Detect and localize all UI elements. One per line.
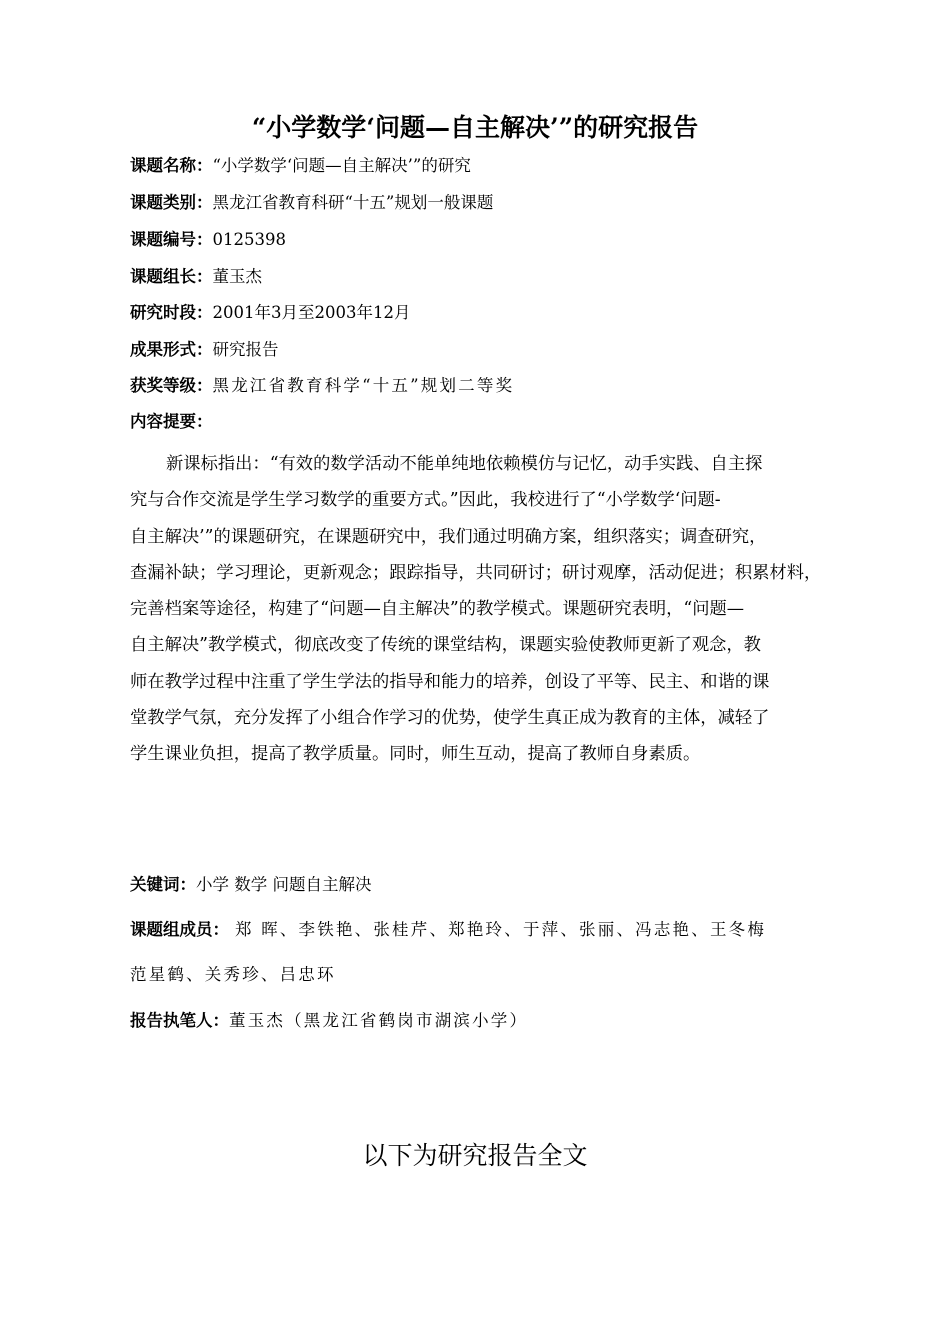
field-value: 0125398 [212,230,286,249]
report-title: “小学数学‘问题—自主解决’”的研究报告 [251,113,699,142]
field-award-level [130,374,514,398]
fulltext-heading: 以下为研究报告全文 [362,1141,588,1170]
keywords [130,873,372,897]
abstract-line: 新课标指出：“有效的数学活动不能单纯地依赖模仿与记忆，动手实践、自主探 [166,454,763,474]
field-label: 课题编号： [130,230,213,249]
field-value: 黑龙江省教育科学“十五”规划二等奖 [212,376,515,395]
field-label: 课题类别： [130,193,213,212]
abstract-line: 师在教学过程中注重了学生学法的指导和能力的培养，创设了平等、民主、和谐的课 [130,671,770,692]
abstract-line: 学生课业负担，提高了教学质量。同时，师生互动，提高了教师自身素质。 [130,744,701,765]
field-label: 课题组长： [130,267,213,286]
abstract-line: 究与合作交流是学生学习数学的重要方式。”因此，我校进行了“小学数学‘问题- [130,490,721,511]
field-label: 课题名称： [130,156,213,175]
abstract-line: 堂教学气氛，充分发挥了小组合作学习的优势，使学生真正成为教育的主体，减轻了 [130,708,770,729]
field-label: 内容提要： [130,412,213,431]
abstract-line: 自主解决”教学模式，彻底改变了传统的课堂结构，课题实验使教师更新了观念，教 [130,635,761,656]
members-label: 课题组成员： [130,920,229,939]
field-label: 获奖等级： [130,376,213,395]
field-value: 研究报告 [212,340,279,359]
field-result-form [130,338,279,362]
author-value: 董玉杰（黑龙江省鹤岗市湖滨小学） [229,1011,529,1030]
field-value: 2001年3月至2003年12月 [212,303,411,322]
abstract-paragraph [130,446,830,773]
abstract-line: 完善档案等途径，构建了“问题—自主解决”的教学模式。课题研究表明，“问题— [130,599,745,620]
field-value: 董玉杰 [212,267,262,286]
field-summary-heading [130,410,213,434]
field-label: 研究时段： [130,303,213,322]
author-label: 报告执笔人： [130,1011,229,1030]
members [130,918,766,942]
field-topic-name [130,154,471,178]
field-topic-number [130,228,286,252]
field-value: “小学数学‘问题—自主解决’”的研究 [212,156,471,175]
members-continuation: 范星鹤、关秀珍、吕忠环 [130,965,336,984]
abstract-line: 自主解决’”的课题研究，在课题研究中，我们通过明确方案，组织落实；调查研究， [130,526,767,547]
keywords-value: 小学 数学 问题自主解决 [196,875,372,894]
abstract-line: 查漏补缺；学习理论，更新观念；跟踪指导，共同研讨；研讨观摩，活动促进；积累材料， [130,562,822,583]
field-value: 黑龙江省教育科研“十五”规划一般课题 [212,193,494,212]
keywords-label: 关键词： [130,875,196,894]
members-value: 郑 晖、李铁艳、张桂芹、郑艳玲、于萍、张丽、冯志艳、王冬梅 [235,920,767,939]
report-author [130,1009,528,1033]
field-topic-category [130,191,493,215]
field-label: 成果形式： [130,340,213,359]
field-research-period [130,301,410,325]
field-topic-leader [130,265,262,289]
